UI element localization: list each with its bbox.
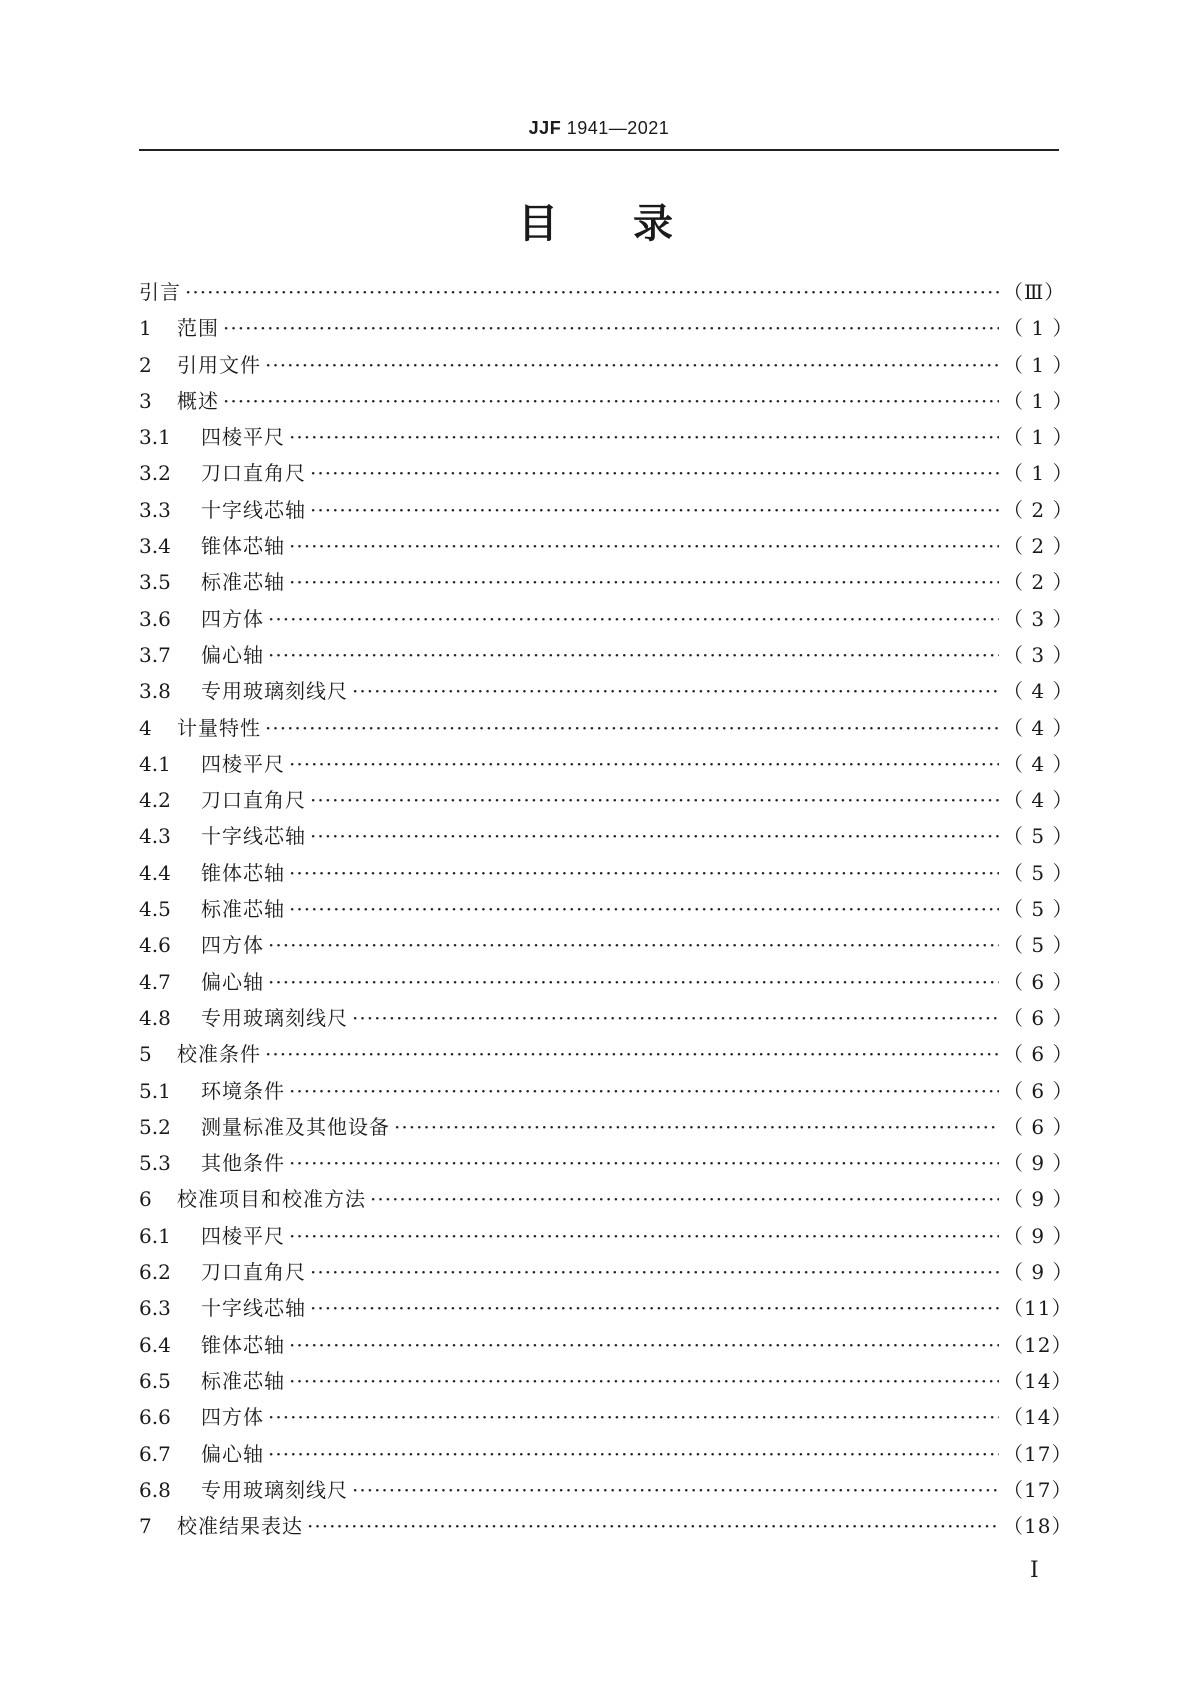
toc-leader-dots — [265, 1042, 999, 1066]
toc-entry-label: 锥体芯轴 — [201, 1332, 285, 1357]
toc-entry[interactable] — [139, 1147, 1074, 1183]
toc-entry-number: 6.5 — [139, 1368, 171, 1393]
toc-entry[interactable] — [139, 966, 1074, 1002]
toc-entry[interactable] — [139, 1002, 1074, 1038]
title-char-1: 目 — [518, 201, 558, 247]
toc-entry-page: （ 6 ） — [1003, 1114, 1074, 1139]
toc-entry-page: （ 5 ） — [1003, 860, 1074, 885]
toc-entry-label: 引言 — [139, 280, 181, 304]
toc-entry-page: （17） — [1003, 1477, 1073, 1502]
toc-entry-page: （ 1 ） — [1003, 425, 1074, 450]
toc-leader-dots — [289, 1151, 999, 1175]
toc-entry-number: 6.8 — [139, 1477, 171, 1502]
page-title — [0, 192, 1191, 249]
toc-entry[interactable] — [139, 421, 1074, 457]
toc-leader-dots — [289, 861, 999, 885]
toc-entry-number: 3.3 — [139, 497, 171, 522]
toc-entry-number: 2 — [139, 352, 152, 377]
toc-entry[interactable] — [139, 530, 1074, 566]
toc-entry-label: 四方体 — [201, 1405, 264, 1430]
toc-entry-label: 环境条件 — [201, 1078, 285, 1103]
toc-entry[interactable] — [139, 1256, 1074, 1292]
toc-entry-label: 概述 — [177, 388, 219, 413]
toc-entry-page: （ 1 ） — [1003, 388, 1074, 413]
toc-entry-number: 6.2 — [139, 1260, 171, 1285]
toc-leader-dots — [394, 1115, 999, 1139]
title-char-2: 录 — [633, 201, 673, 247]
toc-leader-dots — [268, 643, 999, 667]
toc-entry-page: （ 3 ） — [1003, 606, 1074, 631]
toc-entry-label: 刀口直角尺 — [201, 788, 306, 813]
toc-entry[interactable] — [139, 1075, 1074, 1111]
toc-entry[interactable] — [139, 1510, 1073, 1546]
toc-entry[interactable] — [139, 675, 1074, 711]
toc-leader-dots — [265, 716, 999, 740]
toc-entry-page: （ 2 ） — [1003, 497, 1074, 522]
toc-entry[interactable] — [139, 457, 1074, 493]
toc-entry-number: 4.7 — [139, 969, 171, 994]
toc-entry-label: 四棱平尺 — [201, 425, 285, 450]
toc-entry-label: 计量特性 — [177, 715, 261, 740]
toc-entry-label: 四棱平尺 — [201, 1223, 285, 1248]
toc-entry-label: 刀口直角尺 — [201, 1260, 306, 1285]
toc-entry-page: （ 1 ） — [1003, 352, 1074, 377]
toc-entry[interactable] — [139, 1474, 1073, 1510]
toc-entry[interactable] — [139, 929, 1074, 965]
toc-entry-number: 6.1 — [139, 1223, 171, 1248]
toc-entry[interactable] — [139, 820, 1074, 856]
toc-entry-number: 4.6 — [139, 933, 171, 958]
toc-entry-page: （ 4 ） — [1003, 788, 1074, 813]
toc-entry-page: （ 6 ） — [1003, 1042, 1074, 1067]
toc-entry[interactable] — [139, 566, 1074, 602]
toc-leader-dots — [352, 1478, 999, 1502]
toc-entry-label: 标准芯轴 — [201, 897, 285, 922]
toc-entry[interactable] — [139, 639, 1074, 675]
toc-entry-number: 3.7 — [139, 642, 171, 667]
table-of-contents — [139, 276, 1074, 1546]
toc-entry-label: 偏心轴 — [201, 1441, 264, 1466]
toc-entry-page: （ 4 ） — [1003, 715, 1074, 740]
toc-leader-dots — [310, 824, 999, 848]
toc-entry-number: 6.6 — [139, 1405, 171, 1430]
toc-leader-dots — [370, 1187, 999, 1211]
toc-entry-number: 4.2 — [139, 788, 171, 813]
toc-entry-page: （Ⅲ） — [1003, 280, 1066, 304]
toc-entry-page: （ 9 ） — [1003, 1151, 1074, 1176]
toc-entry-label: 标准芯轴 — [201, 570, 285, 595]
toc-entry-page: （ 4 ） — [1003, 751, 1074, 776]
toc-entry-page: （ 5 ） — [1003, 933, 1074, 958]
document-header — [139, 118, 1059, 139]
toc-leader-dots — [310, 461, 999, 485]
toc-entry-label: 专用玻璃刻线尺 — [201, 1005, 348, 1030]
toc-entry-label: 校准项目和校准方法 — [177, 1187, 366, 1212]
toc-entry-number: 4.3 — [139, 824, 171, 849]
toc-entry-label: 校准结果表达 — [177, 1514, 303, 1539]
toc-entry-page: （ 5 ） — [1003, 824, 1074, 849]
toc-entry-number: 3 — [139, 388, 152, 413]
toc-entry-number: 5.3 — [139, 1151, 171, 1176]
toc-entry-number: 3.5 — [139, 570, 171, 595]
toc-entry-page: （ 5 ） — [1003, 897, 1074, 922]
toc-entry-label: 刀口直角尺 — [201, 461, 306, 486]
toc-leader-dots — [289, 752, 999, 776]
toc-leader-dots — [289, 534, 999, 558]
toc-leader-dots — [310, 1260, 999, 1284]
toc-entry-page: （12） — [1003, 1332, 1073, 1357]
toc-entry[interactable] — [139, 385, 1074, 421]
toc-entry-label: 标准芯轴 — [201, 1368, 285, 1393]
toc-entry-page: （14） — [1003, 1405, 1073, 1430]
toc-entry[interactable] — [139, 712, 1074, 748]
toc-leader-dots — [268, 1405, 999, 1429]
toc-entry-page: （ 1 ） — [1003, 316, 1074, 341]
toc-entry[interactable] — [139, 494, 1074, 530]
toc-entry-number: 3.8 — [139, 679, 171, 704]
toc-entry-label: 专用玻璃刻线尺 — [201, 679, 348, 704]
toc-entry-number: 3.4 — [139, 534, 171, 559]
toc-entry-label: 其他条件 — [201, 1151, 285, 1176]
toc-entry[interactable] — [139, 1292, 1073, 1328]
toc-entry-page: （ 2 ） — [1003, 570, 1074, 595]
toc-entry-number: 6.7 — [139, 1441, 171, 1466]
toc-leader-dots — [352, 1006, 999, 1030]
toc-entry-number: 5.2 — [139, 1114, 171, 1139]
toc-entry[interactable] — [139, 349, 1074, 385]
toc-entry[interactable] — [139, 1220, 1074, 1256]
toc-entry-label: 引用文件 — [177, 352, 261, 377]
toc-entry-page: （ 6 ） — [1003, 1005, 1074, 1030]
toc-entry[interactable] — [139, 857, 1074, 893]
toc-entry-label: 偏心轴 — [201, 642, 264, 667]
toc-leader-dots — [223, 389, 999, 413]
toc-entry[interactable] — [139, 1365, 1073, 1401]
toc-entry-number: 4 — [139, 715, 152, 740]
page-number: I — [1030, 1558, 1039, 1583]
toc-entry-number: 4.4 — [139, 860, 171, 885]
toc-entry-page: （17） — [1003, 1441, 1073, 1466]
toc-entry-label: 专用玻璃刻线尺 — [201, 1477, 348, 1502]
toc-leader-dots — [185, 280, 999, 304]
toc-entry-number: 3.2 — [139, 461, 171, 486]
toc-leader-dots — [268, 607, 999, 631]
toc-leader-dots — [289, 425, 999, 449]
toc-leader-dots — [310, 498, 999, 522]
toc-entry[interactable] — [139, 748, 1074, 784]
toc-entry-label: 锥体芯轴 — [201, 860, 285, 885]
toc-entry-label: 四方体 — [201, 933, 264, 958]
toc-entry-label: 十字线芯轴 — [201, 1296, 306, 1321]
toc-entry[interactable] — [139, 1329, 1073, 1365]
toc-entry-page: （ 6 ） — [1003, 969, 1074, 994]
toc-leader-dots — [223, 316, 999, 340]
toc-entry[interactable] — [139, 1183, 1074, 1219]
toc-entry-page: （ 9 ） — [1003, 1187, 1074, 1212]
toc-entry-page: （11） — [1003, 1296, 1073, 1321]
toc-entry-page: （ 4 ） — [1003, 679, 1074, 704]
toc-entry[interactable] — [139, 1401, 1073, 1437]
toc-leader-dots — [268, 970, 999, 994]
toc-entry[interactable] — [139, 603, 1074, 639]
toc-leader-dots — [307, 1514, 999, 1538]
toc-entry-page: （ 6 ） — [1003, 1078, 1074, 1103]
toc-entry-number: 7 — [139, 1514, 152, 1539]
header-rule — [139, 149, 1059, 151]
toc-entry-page: （ 1 ） — [1003, 461, 1074, 486]
toc-entry[interactable] — [139, 312, 1074, 348]
toc-leader-dots — [289, 1224, 999, 1248]
toc-entry-label: 校准条件 — [177, 1042, 261, 1067]
toc-leader-dots — [310, 788, 999, 812]
toc-entry-page: （ 9 ） — [1003, 1223, 1074, 1248]
toc-leader-dots — [289, 1369, 999, 1393]
toc-entry-label: 锥体芯轴 — [201, 534, 285, 559]
toc-entry[interactable] — [139, 1438, 1073, 1474]
toc-leader-dots — [268, 1442, 999, 1466]
toc-leader-dots — [310, 1296, 999, 1320]
toc-entry-label: 十字线芯轴 — [201, 497, 306, 522]
toc-leader-dots — [289, 1333, 999, 1357]
toc-entry[interactable] — [139, 1111, 1074, 1147]
toc-leader-dots — [289, 897, 999, 921]
toc-entry-page: （18） — [1003, 1514, 1073, 1539]
standard-code: JJF — [528, 118, 562, 138]
toc-entry-number: 1 — [139, 316, 152, 341]
toc-entry-label: 范围 — [177, 316, 219, 341]
toc-entry-number: 3.6 — [139, 606, 171, 631]
toc-entry-number: 5.1 — [139, 1078, 171, 1103]
toc-entry-page: （ 3 ） — [1003, 642, 1074, 667]
toc-entry[interactable] — [139, 1038, 1074, 1074]
toc-entry-page: （14） — [1003, 1368, 1073, 1393]
toc-entry-number: 6.3 — [139, 1296, 171, 1321]
toc-entry-number: 4.1 — [139, 751, 171, 776]
toc-entry-number: 4.5 — [139, 897, 171, 922]
toc-entry-number: 4.8 — [139, 1005, 171, 1030]
toc-entry-label: 四棱平尺 — [201, 751, 285, 776]
toc-entry-label: 偏心轴 — [201, 969, 264, 994]
toc-entry-number: 5 — [139, 1042, 152, 1067]
toc-leader-dots — [289, 570, 999, 594]
toc-entry-page: （ 2 ） — [1003, 534, 1074, 559]
toc-entry-label: 四方体 — [201, 606, 264, 631]
toc-entry[interactable] — [139, 276, 1066, 312]
toc-leader-dots — [268, 933, 999, 957]
toc-entry[interactable] — [139, 893, 1074, 929]
toc-entry-label: 测量标准及其他设备 — [201, 1114, 390, 1139]
toc-leader-dots — [265, 353, 999, 377]
toc-entry-number: 6.4 — [139, 1332, 171, 1357]
toc-entry-label: 十字线芯轴 — [201, 824, 306, 849]
toc-leader-dots — [352, 679, 999, 703]
toc-entry[interactable] — [139, 784, 1074, 820]
toc-leader-dots — [289, 1079, 999, 1103]
toc-entry-page: （ 9 ） — [1003, 1260, 1074, 1285]
toc-entry-number: 3.1 — [139, 425, 171, 450]
toc-entry-number: 6 — [139, 1187, 152, 1212]
standard-number: 1941—2021 — [566, 118, 670, 138]
